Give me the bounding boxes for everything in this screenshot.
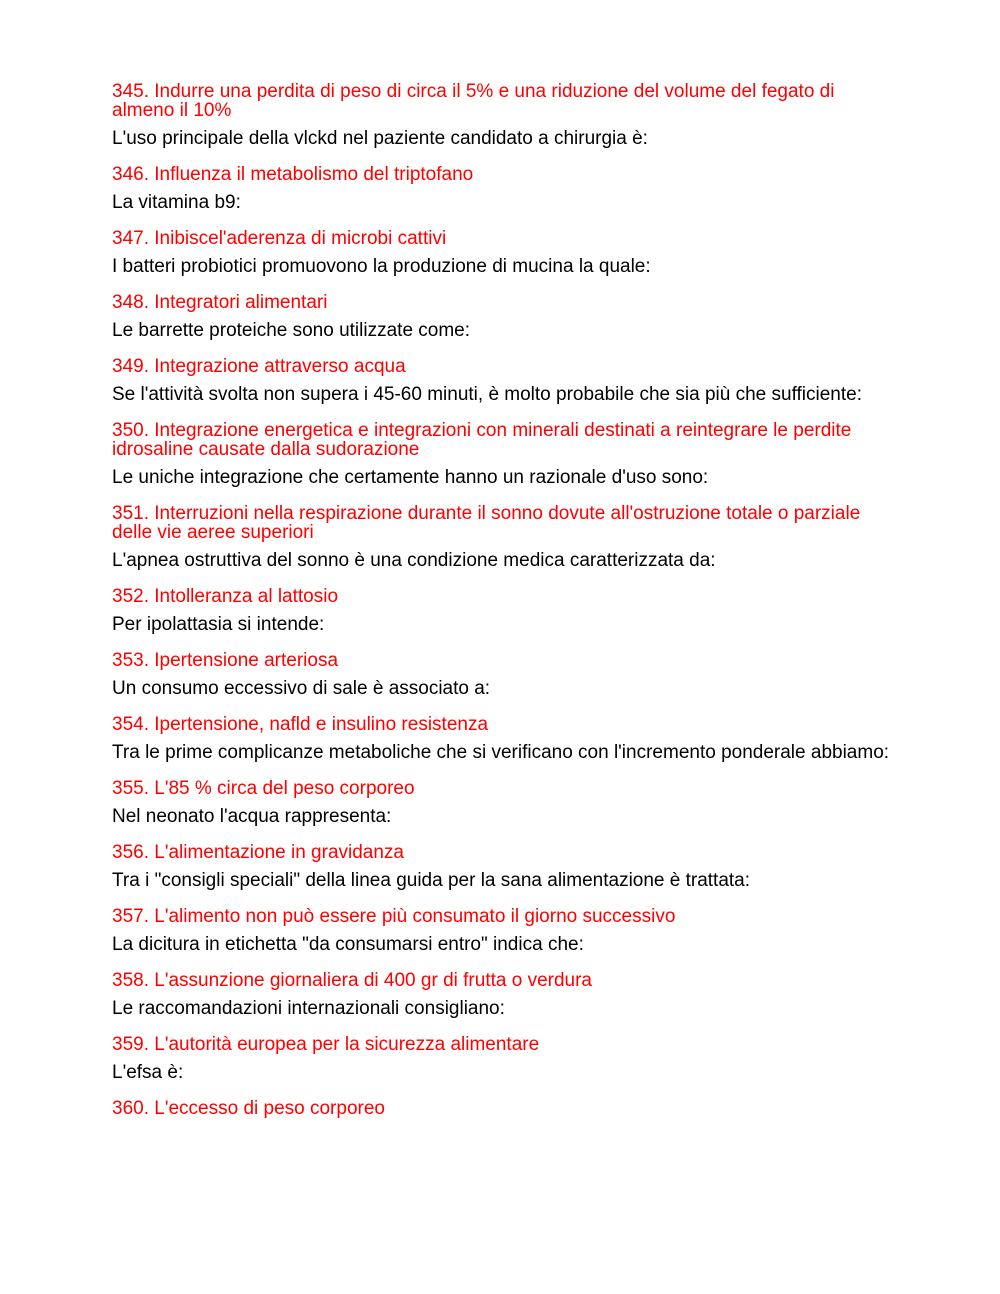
question-text: Tra le prime complicanze metaboliche che si verificano con l'incremento ponderale abbiamo: (112, 742, 890, 763)
answer-text (112, 779, 902, 798)
answer-body: L'assunzione giornaliera di 400 gr di frutta o verdura (154, 970, 592, 991)
entry-354 (112, 715, 902, 762)
answer-text (112, 82, 902, 120)
answer-number: 353. (112, 650, 149, 671)
answer-body: L'autorità europea per la sicurezza alimentare (154, 1034, 540, 1055)
answer-text (112, 1035, 902, 1054)
question-text: Per ipolattasia si intende: (112, 614, 325, 635)
answer-text (112, 651, 902, 670)
answer-body: L'alimentazione in gravidanza (154, 842, 404, 863)
answer-number: 358. (112, 970, 149, 991)
answer-body: Ipertensione arteriosa (154, 650, 339, 671)
question-text: La vitamina b9: (112, 192, 241, 213)
answer-number: 354. (112, 714, 149, 735)
question-text: L'uso principale della vlckd nel paziente candidato a chirurgia è: (112, 128, 648, 149)
answer-body: Interruzioni nella respirazione durante il sonno dovute all'ostruzione totale o parziale delle vie aeree superiori (112, 503, 861, 543)
answer-body: L'85 % circa del peso corporeo (154, 778, 415, 799)
question-text: Nel neonato l'acqua rappresenta: (112, 806, 392, 827)
answer-body: L'alimento non può essere più consumato il giorno successivo (154, 906, 676, 927)
entry-356 (112, 843, 902, 890)
answer-number: 360. (112, 1098, 149, 1119)
answer-text (112, 293, 902, 312)
entry-358 (112, 971, 902, 1018)
answer-number: 352. (112, 586, 149, 607)
answer-text (112, 229, 902, 248)
question-text: L'efsa è: (112, 1062, 184, 1083)
answer-body: Ipertensione, nafld e insulino resistenza (154, 714, 489, 735)
entry-359 (112, 1035, 902, 1082)
answer-body: Integrazione attraverso acqua (154, 356, 406, 377)
question-text: I batteri probiotici promuovono la produzione di mucina la quale: (112, 256, 651, 277)
entry-350 (112, 421, 902, 487)
entry-346 (112, 165, 902, 212)
document-page (112, 82, 902, 1127)
question-text: La dicitura in etichetta "da consumarsi entro" indica che: (112, 934, 584, 955)
question-text: Le barrette proteiche sono utilizzate come: (112, 320, 471, 341)
answer-text (112, 165, 902, 184)
answer-number: 346. (112, 164, 149, 185)
entry-360 (112, 1099, 902, 1118)
answer-body: Influenza il metabolismo del triptofano (154, 164, 474, 185)
answer-text (112, 907, 902, 926)
question-text: Un consumo eccessivo di sale è associato a: (112, 678, 491, 699)
answer-text (112, 421, 902, 459)
answer-number: 348. (112, 292, 149, 313)
answer-number: 356. (112, 842, 149, 863)
entry-345 (112, 82, 902, 148)
answer-text (112, 357, 902, 376)
answer-body: Inibiscel'aderenza di microbi cattivi (154, 228, 447, 249)
answer-text (112, 843, 902, 862)
answer-text (112, 587, 902, 606)
entry-352 (112, 587, 902, 634)
answer-number: 349. (112, 356, 149, 377)
answer-number: 351. (112, 503, 149, 524)
answer-text (112, 504, 902, 542)
entry-347 (112, 229, 902, 276)
question-text: Le uniche integrazione che certamente hanno un razionale d'uso sono: (112, 467, 709, 488)
answer-number: 345. (112, 81, 149, 102)
answer-body: L'eccesso di peso corporeo (154, 1098, 385, 1119)
entry-348 (112, 293, 902, 340)
answer-text (112, 1099, 902, 1118)
answer-body: Integratori alimentari (154, 292, 328, 313)
entry-357 (112, 907, 902, 954)
question-text: Se l'attività svolta non supera i 45-60 minuti, è molto probabile che sia più che sufficiente: (112, 384, 862, 405)
question-text: L'apnea ostruttiva del sonno è una condizione medica caratterizzata da: (112, 550, 716, 571)
answer-number: 347. (112, 228, 149, 249)
entry-351 (112, 504, 902, 570)
answer-body: Indurre una perdita di peso di circa il 5% e una riduzione del volume del fegato di almeno il 10% (112, 81, 835, 121)
question-text: Tra i "consigli speciali" della linea guida per la sana alimentazione è trattata: (112, 870, 751, 891)
entry-353 (112, 651, 902, 698)
answer-number: 355. (112, 778, 149, 799)
entry-349 (112, 357, 902, 404)
answer-body: Intolleranza al lattosio (154, 586, 339, 607)
entry-355 (112, 779, 902, 826)
answer-body: Integrazione energetica e integrazioni con minerali destinati a reintegrare le perdite idrosaline causate dalla sudorazione (112, 420, 852, 460)
answer-number: 350. (112, 420, 149, 441)
answer-number: 357. (112, 906, 149, 927)
answer-text (112, 971, 902, 990)
question-text: Le raccomandazioni internazionali consigliano: (112, 998, 505, 1019)
answer-text (112, 715, 902, 734)
answer-number: 359. (112, 1034, 149, 1055)
